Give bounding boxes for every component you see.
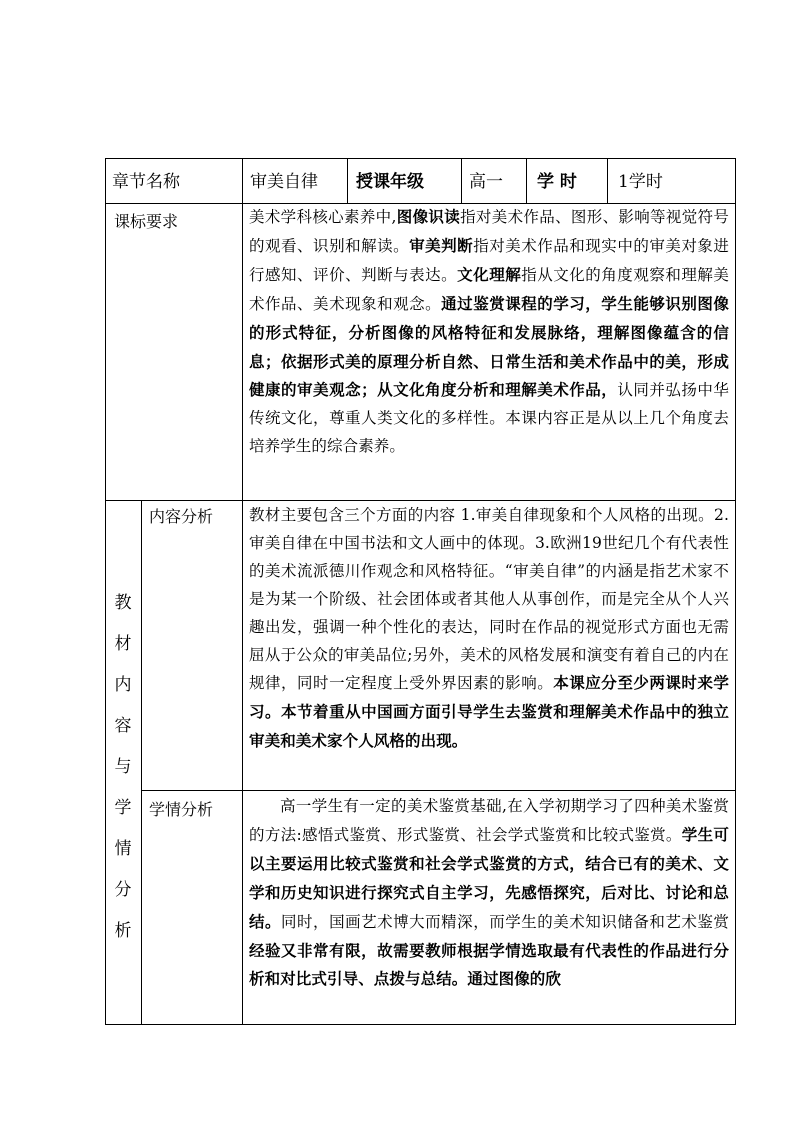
curriculum-seg: 图像识读 [396,207,461,226]
content-seg: 教材主要包含三个方面的内容 1.审美自律现象和个人风格的出现。2.审美自律在中国书法和文人画中的体现。3.欧洲19世纪几个有代表性的美术流派德川作观念和风格特征。“审美自律”的内涵是指艺术家不是为某一个阶级、社会团体或者其他人从事创作，而是完全从个人兴趣出发，强调一种个性化的表达，同时在作品的视觉形式方面也无需屈从于公众的审美品位;另外，美术的风格发展和演变有着自己的内在规律，同时一定程度上受外界因素的影响。 [249,506,729,693]
curriculum-seg: 指对美术作品、图形、影响等视觉符号的观看、识别和解读。 [249,208,729,255]
vertical-char: 教 [114,593,132,613]
vertical-char: 情 [114,839,132,859]
grade-label: 授课年级 [356,172,424,192]
curriculum-seg: 审美判断 [409,235,474,255]
student-seg: 经验又非常有限，故需要教师根据学情选取最有代表性的作品进行分析和对比式引导、点拨与总结。通过图像的欣 [249,940,729,989]
student-label-cell [142,791,243,1025]
student-seg: 同时，国画艺术博大而精深，而学生的美术知识储备和艺术鉴赏 [281,912,729,931]
curriculum-seg: 认同并弘扬中华传统文化，尊重人类文化的多样性。本课内容正是从以上几个角度去培养学生的综合素养。 [249,381,729,456]
vertical-char: 与 [114,757,132,777]
content-label-cell [142,501,243,791]
curriculum-label: 课标要求 [114,212,179,231]
chapter-label: 章节名称 [112,172,180,192]
content-analysis-label: 内容分析 [149,507,214,526]
content-seg: 本课应分至少两课时来学习。本节着重从中国画方面引导学生去鉴赏和理解美术作品中的独立审美和美术家个人风格的出现。 [249,673,729,751]
vertical-label [113,583,133,952]
curriculum-label-cell [106,204,243,501]
student-analysis-text [249,793,729,994]
vertical-char: 材 [114,634,132,654]
vertical-char: 容 [114,716,132,736]
vertical-char: 分 [114,880,132,900]
chapter-value: 审美自律 [250,172,318,192]
student-analysis-label: 学情分析 [149,800,214,819]
curriculum-text [249,203,729,461]
curriculum-seg: 通过鉴赏课程的学习，学生能够识别图像的形式特征，分析图像的风格特征和发展脉络，理解图像蕴含的信息；依据形式美的原理分析自然、日常生活和美术作品中的美，形成健康的审美观念；从文化角度分析和理解美术作品， [249,293,729,400]
student-seg: 学生可以主要运用比较式鉴赏和社会学式鉴赏的方式，结合已有的美术、文学和历史知识进行探究式自主学习，先感悟探究，后对比、讨论和总结。 [249,824,729,931]
vertical-char: 学 [114,798,132,818]
hours-label: 学 时 [537,172,577,192]
curriculum-seg: 美术学科核心素养中, [249,208,397,226]
content-analysis-text [249,502,729,756]
hours-value: 1学时 [618,172,663,192]
vertical-char: 内 [114,675,132,695]
curriculum-seg: 文化理解 [457,264,522,284]
grade-value: 高一 [469,172,503,192]
student-seg: 高一学生有一定的美术鉴赏基础,在入学初期学习了四种美术鉴赏的方法:感悟式鉴赏、形式鉴赏、社会学式鉴赏和比较式鉴赏。 [249,797,729,844]
curriculum-seg: 指从文化的角度观察和理解美术作品、美术现象和观念。 [249,265,729,313]
vertical-char: 析 [114,921,132,941]
curriculum-seg: 指对美术作品和现实中的审美对象进行感知、评价、判断与表达。 [249,236,729,284]
